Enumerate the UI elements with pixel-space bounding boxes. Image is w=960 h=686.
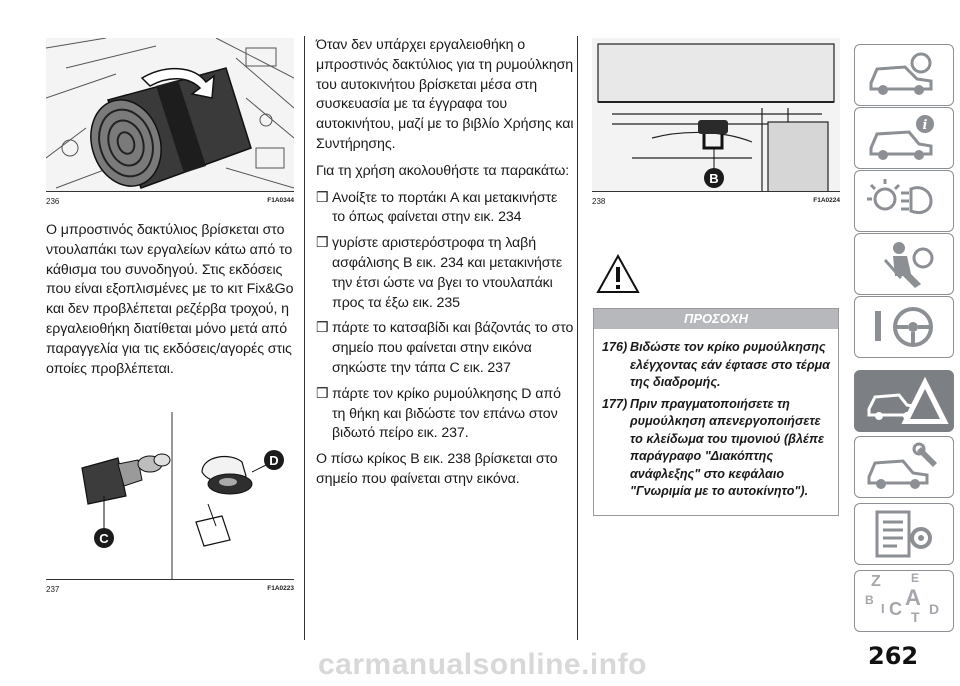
checkbox-bullet-icon: ❒ bbox=[316, 320, 329, 337]
step-item bbox=[316, 189, 574, 229]
tab-safety[interactable] bbox=[854, 233, 954, 295]
figure-number: 237 bbox=[46, 585, 60, 594]
warning-item bbox=[602, 339, 830, 392]
index-letter: D bbox=[929, 601, 940, 617]
tab-index[interactable] bbox=[854, 570, 954, 632]
warning-triangle-icon bbox=[855, 371, 953, 431]
tab-maintenance[interactable] bbox=[854, 436, 954, 498]
tab-dashboard[interactable] bbox=[854, 107, 954, 169]
column-1-text bbox=[46, 221, 298, 386]
figure-code: F1A0344 bbox=[267, 197, 294, 204]
figure-number: 238 bbox=[592, 197, 606, 206]
figure-237 bbox=[46, 412, 294, 598]
step-text: γυρίστε αριστερόστροφα τη λαβή ασφάλισης B εικ. 234 και μετακινήστε την έτσι ώστε να βγει το ντουλαπάκι προς τα έξω εικ. 235 bbox=[332, 235, 563, 311]
tab-emergency[interactable] bbox=[854, 370, 954, 432]
figure-caption-bar bbox=[592, 191, 840, 210]
intro-paragraph: Όταν δεν υπάρχει εργαλειοθήκη ο μπροστινός δακτύλιος για τη ρυμούλκηση του αυτοκινήτου βρίσκεται μέσα στη συσκευασία με τα έγγραφα του αυτοκινήτου, μαζί με το βιβλίο Χρήσης και Συντήρησης. bbox=[316, 37, 574, 152]
index-letter: E bbox=[911, 571, 920, 585]
tab-starting-driving[interactable] bbox=[854, 296, 954, 358]
technical-data-icon bbox=[855, 504, 953, 564]
warning-item bbox=[602, 396, 830, 501]
tab-lights[interactable] bbox=[854, 170, 954, 232]
figure-code: F1A0224 bbox=[813, 197, 840, 204]
warning-box bbox=[593, 308, 839, 516]
checkbox-bullet-icon: ❒ bbox=[316, 235, 329, 252]
column-2-text bbox=[316, 36, 574, 497]
car-info-icon bbox=[855, 45, 953, 105]
airbag-person-icon bbox=[855, 234, 953, 294]
step-item bbox=[316, 234, 574, 313]
towing-ring-bag-illustration bbox=[46, 38, 294, 192]
index-letter: B bbox=[865, 593, 874, 607]
page-number: 262 bbox=[868, 642, 919, 670]
warning-icon bbox=[596, 254, 640, 294]
figure-caption-bar bbox=[46, 191, 294, 210]
tab-car-info[interactable] bbox=[854, 44, 954, 106]
lead-paragraph: Για τη χρήση ακολουθήστε τα παρακάτω: bbox=[316, 162, 570, 179]
svg-text:i: i bbox=[922, 118, 928, 133]
checkbox-bullet-icon: ❒ bbox=[316, 385, 329, 402]
index-letter: Z bbox=[871, 573, 881, 590]
figure-caption-bar bbox=[46, 579, 294, 598]
column-divider bbox=[304, 36, 305, 640]
tab-technical-data[interactable] bbox=[854, 503, 954, 565]
index-letter: A bbox=[905, 585, 921, 610]
warning-item-number: 176) bbox=[602, 340, 628, 354]
callout-d: D bbox=[269, 453, 279, 468]
warning-item-text: Βιδώστε τον κρίκο ρυμούλκησης ελέγχοντας εάν έφτασε στο τέρμα της διαδρομής. bbox=[630, 340, 830, 389]
index-letter: T bbox=[911, 609, 920, 625]
figure-238 bbox=[592, 38, 840, 210]
alphabet-index-icon bbox=[855, 571, 953, 631]
step-text: πάρτε τον κρίκο ρυμούλκησης D από τη θήκη και βιδώστε τον επάνω στον βιδωτό πείρο εικ. 237. bbox=[332, 385, 561, 442]
car-dashboard-icon bbox=[855, 108, 953, 168]
watermark: carmanualsonline.info bbox=[318, 648, 647, 681]
tool-kit-paragraph: Ο μπροστινός δακτύλιος βρίσκεται στο ντουλαπάκι των εργαλείων κάτω από το κάθισμα του συνοδηγού. Στις εκδόσεις που είναι εξοπλισμένες με το κιτ Fix&Go και δεν προβλέπεται ρεζέρβα τροχού, η εργαλειοθήκη διατίθεται μόνο μετά από παραγγελία για τις εκδόσεις/αγορές στις οποίες προβλέπεται. bbox=[46, 222, 294, 377]
callout-b: B bbox=[709, 171, 719, 186]
steering-wheel-icon bbox=[855, 297, 953, 357]
warning-item-text: Πριν πραγματοποιήσετε τη ρυμούλκηση απενεργοποιήσετε το κλείδωμα του τιμονιού (βλέπε παράγραφο "Διακόπτης ανάφλεξης" στο κεφάλαιο "Γνωριμία με το αυτοκίνητο"). bbox=[630, 396, 824, 498]
step-item bbox=[316, 385, 574, 444]
callout-c: C bbox=[99, 531, 109, 546]
step-text: Ανοίξτε το πορτάκι A και μετακινήστε το όπως φαίνεται στην εικ. 234 bbox=[332, 189, 558, 226]
closing-paragraph: Ο πίσω κρίκος B εικ. 238 βρίσκεται στο σημείο που φαίνεται στην εικόνα. bbox=[316, 451, 558, 487]
service-tools-icon bbox=[855, 437, 953, 497]
column-divider bbox=[577, 36, 578, 640]
warning-title: ΠΡΟΣΟΧΗ bbox=[594, 309, 838, 329]
lights-icon bbox=[855, 171, 953, 231]
step-text: πάρτε το κατσαβίδι και βάζοντάς το στο σημείο που φαίνεται στην εικόνα σηκώστε την τάπα C εικ. 237 bbox=[332, 320, 574, 376]
figure-236 bbox=[46, 38, 294, 210]
warning-item-number: 177) bbox=[602, 396, 628, 411]
index-letter: I bbox=[881, 601, 885, 616]
step-item bbox=[316, 319, 574, 378]
figure-number: 236 bbox=[46, 197, 60, 206]
index-letter: C bbox=[889, 599, 902, 619]
figure-code: F1A0223 bbox=[267, 585, 294, 592]
towing-cap-and-ring-illustration bbox=[46, 412, 294, 580]
rear-tow-hook-illustration bbox=[592, 38, 840, 192]
checkbox-bullet-icon: ❒ bbox=[316, 189, 329, 206]
